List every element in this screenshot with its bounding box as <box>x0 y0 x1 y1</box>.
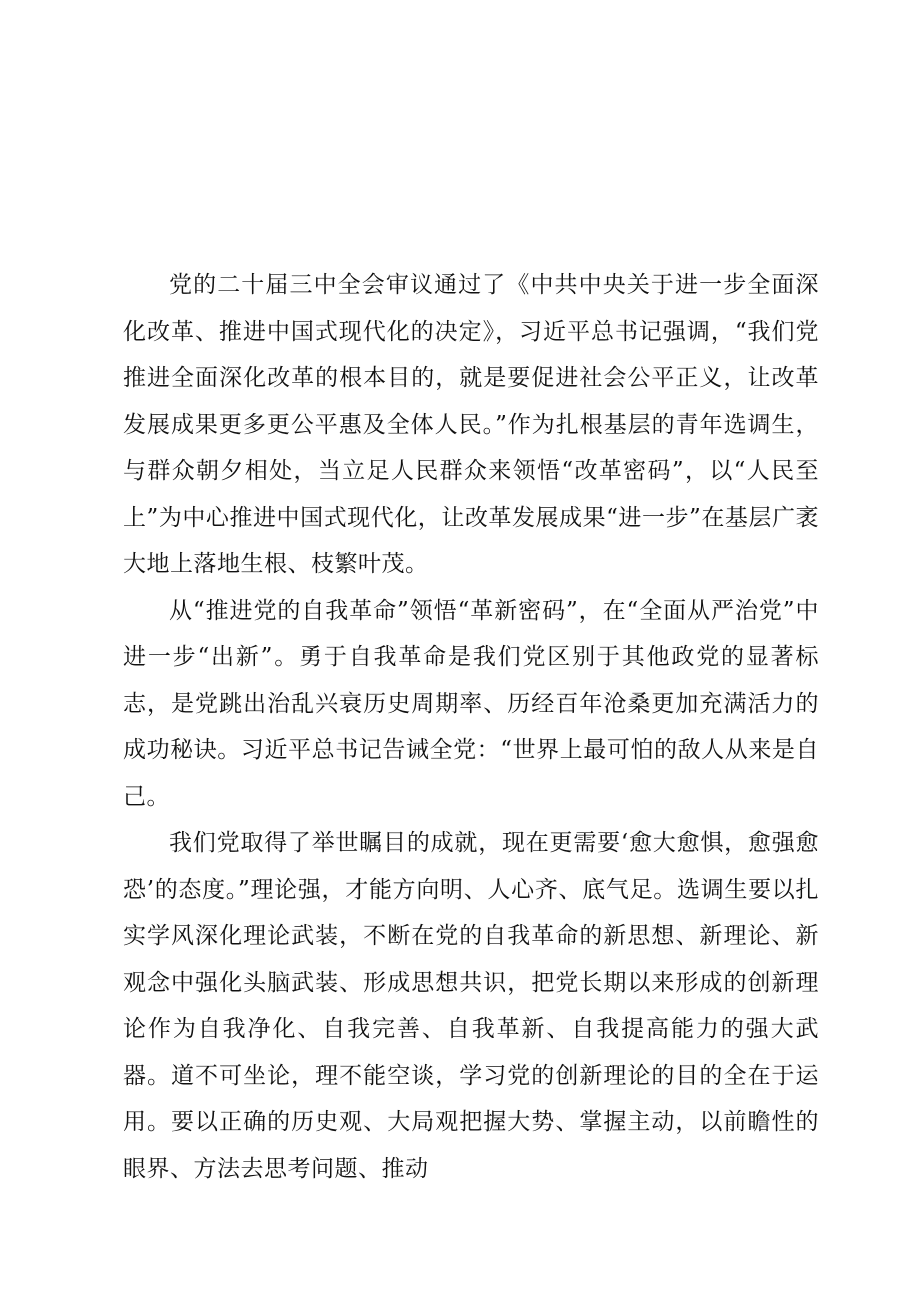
paragraph-1: 党的二十届三中全会审议通过了《中共中央关于进一步全面深化改革、推进中国式现代化的决定》，习近平总书记强调，“我们党推进全面深化改革的根本目的，就是要促进社会公平正义，让改革发展成果更多更公平惠及全体人民。”作为扎根基层的青年选调生，与群众朝夕相处，当立足人民群众来领悟“改革密码”，以“人民至上”为中心推进中国式现代化，让改革发展成果“进一步”在基层广袤大地上落地生根、枝繁叶茂。 <box>123 272 819 577</box>
paragraph-3: 我们党取得了举世瞩目的成就，现在更需要‘愈大愈惧，愈强愈恐’的态度。”理论强，才能方向明、人心齐、底气足。选调生要以扎实学风深化理论武装，不断在党的自我革命的新思想、新理论、新观念中强化头脑武装、形成思想共识，把党长期以来形成的创新理论作为自我净化、自我完善、自我革新、自我提高能力的强大武器。道不可坐论，理不能空谈，学习党的创新理论的目的全在于运用。要以正确的历史观、大局观把握大势、掌握主动，以前瞻性的眼界、方法去思考问题、推动 <box>123 830 819 1182</box>
paragraph-2: 从“推进党的自我革命”领悟“革新密码”，在“全面从严治党”中进一步“出新”。勇于自我革命是我们党区别于其他政党的显著标志，是党跳出治乱兴衰历史周期率、历经百年沧桑更加充满活力的成功秘诀。习近平总书记告诫全党：“世界上最可怕的敌人从来是自己。 <box>123 597 819 810</box>
document-body <box>123 262 819 1192</box>
